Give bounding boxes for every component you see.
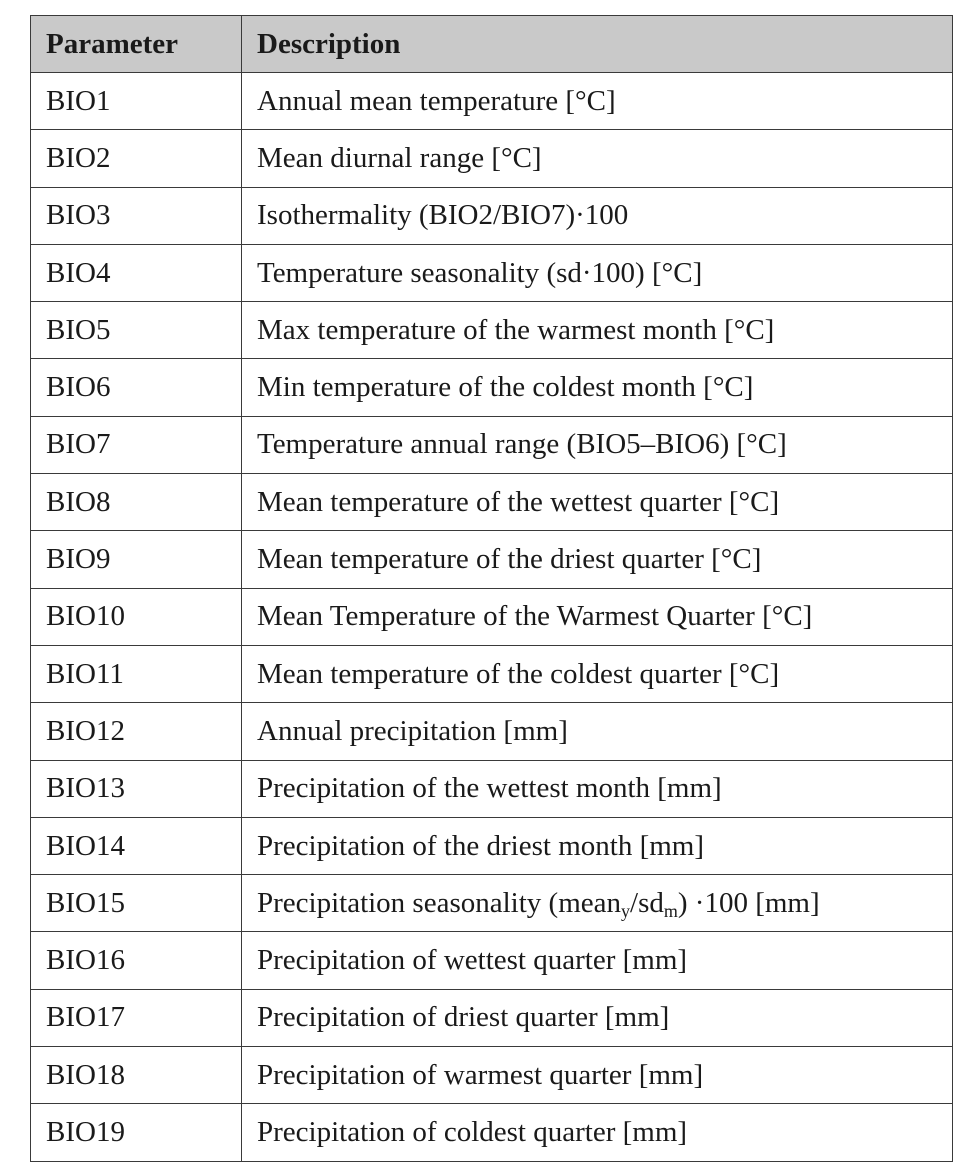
parameter-cell: BIO6	[31, 359, 242, 416]
table-header	[31, 16, 953, 73]
parameter-cell: BIO12	[31, 703, 242, 760]
description-cell: Mean temperature of the wettest quarter [°C]	[242, 474, 953, 531]
parameter-cell: BIO13	[31, 760, 242, 817]
parameter-cell: BIO11	[31, 645, 242, 702]
description-cell	[242, 875, 953, 932]
table-row	[31, 130, 953, 187]
table-row	[31, 1047, 953, 1104]
table-row	[31, 416, 953, 473]
parameter-cell: BIO1	[31, 73, 242, 130]
parameter-cell: BIO5	[31, 302, 242, 359]
description-cell: Isothermality (BIO2/BIO7)·100	[242, 187, 953, 244]
table-row	[31, 531, 953, 588]
description-cell: Temperature annual range (BIO5–BIO6) [°C]	[242, 416, 953, 473]
description-cell: Annual precipitation [mm]	[242, 703, 953, 760]
description-cell: Precipitation of coldest quarter [mm]	[242, 1104, 953, 1161]
table-row	[31, 359, 953, 416]
table-row	[31, 645, 953, 702]
table-row	[31, 989, 953, 1046]
parameter-cell: BIO18	[31, 1047, 242, 1104]
bioclimatic-parameters-table	[30, 15, 953, 1162]
description-cell: Mean diurnal range [°C]	[242, 130, 953, 187]
table-row	[31, 588, 953, 645]
parameter-cell: BIO7	[31, 416, 242, 473]
parameter-cell: BIO9	[31, 531, 242, 588]
parameter-cell: BIO14	[31, 817, 242, 874]
table-row	[31, 932, 953, 989]
parameter-cell: BIO2	[31, 130, 242, 187]
description-text: Precipitation seasonality (mean	[257, 886, 622, 919]
table-body	[31, 73, 953, 1162]
parameter-cell: BIO3	[31, 187, 242, 244]
header-row	[31, 16, 953, 73]
parameter-cell: BIO15	[31, 875, 242, 932]
parameter-cell: BIO19	[31, 1104, 242, 1161]
description-cell: Temperature seasonality (sd·100) [°C]	[242, 244, 953, 301]
parameter-cell: BIO17	[31, 989, 242, 1046]
header-parameter: Parameter	[31, 16, 242, 73]
description-cell: Precipitation of the driest month [mm]	[242, 817, 953, 874]
header-description: Description	[242, 16, 953, 73]
description-cell: Mean temperature of the coldest quarter [°C]	[242, 645, 953, 702]
table-row	[31, 187, 953, 244]
description-cell: Annual mean temperature [°C]	[242, 73, 953, 130]
table-row	[31, 1104, 953, 1161]
table-row	[31, 244, 953, 301]
subscript-y: y	[621, 900, 631, 921]
description-cell: Precipitation of driest quarter [mm]	[242, 989, 953, 1046]
description-cell: Precipitation of the wettest month [mm]	[242, 760, 953, 817]
description-cell: Max temperature of the warmest month [°C]	[242, 302, 953, 359]
parameter-cell: BIO16	[31, 932, 242, 989]
table-row	[31, 760, 953, 817]
description-cell: Min temperature of the coldest month [°C]	[242, 359, 953, 416]
table-row	[31, 875, 953, 932]
table-row	[31, 302, 953, 359]
description-text: /sd	[630, 886, 664, 919]
description-cell: Precipitation of wettest quarter [mm]	[242, 932, 953, 989]
table-row	[31, 474, 953, 531]
parameter-cell: BIO8	[31, 474, 242, 531]
description-cell: Mean temperature of the driest quarter [°C]	[242, 531, 953, 588]
table-row	[31, 817, 953, 874]
table-row	[31, 73, 953, 130]
description-cell: Mean Temperature of the Warmest Quarter [°C]	[242, 588, 953, 645]
subscript-m: m	[663, 900, 678, 921]
table-row	[31, 703, 953, 760]
parameter-cell: BIO4	[31, 244, 242, 301]
description-text: ) ·100 [mm]	[677, 886, 820, 919]
description-cell: Precipitation of warmest quarter [mm]	[242, 1047, 953, 1104]
parameter-cell: BIO10	[31, 588, 242, 645]
